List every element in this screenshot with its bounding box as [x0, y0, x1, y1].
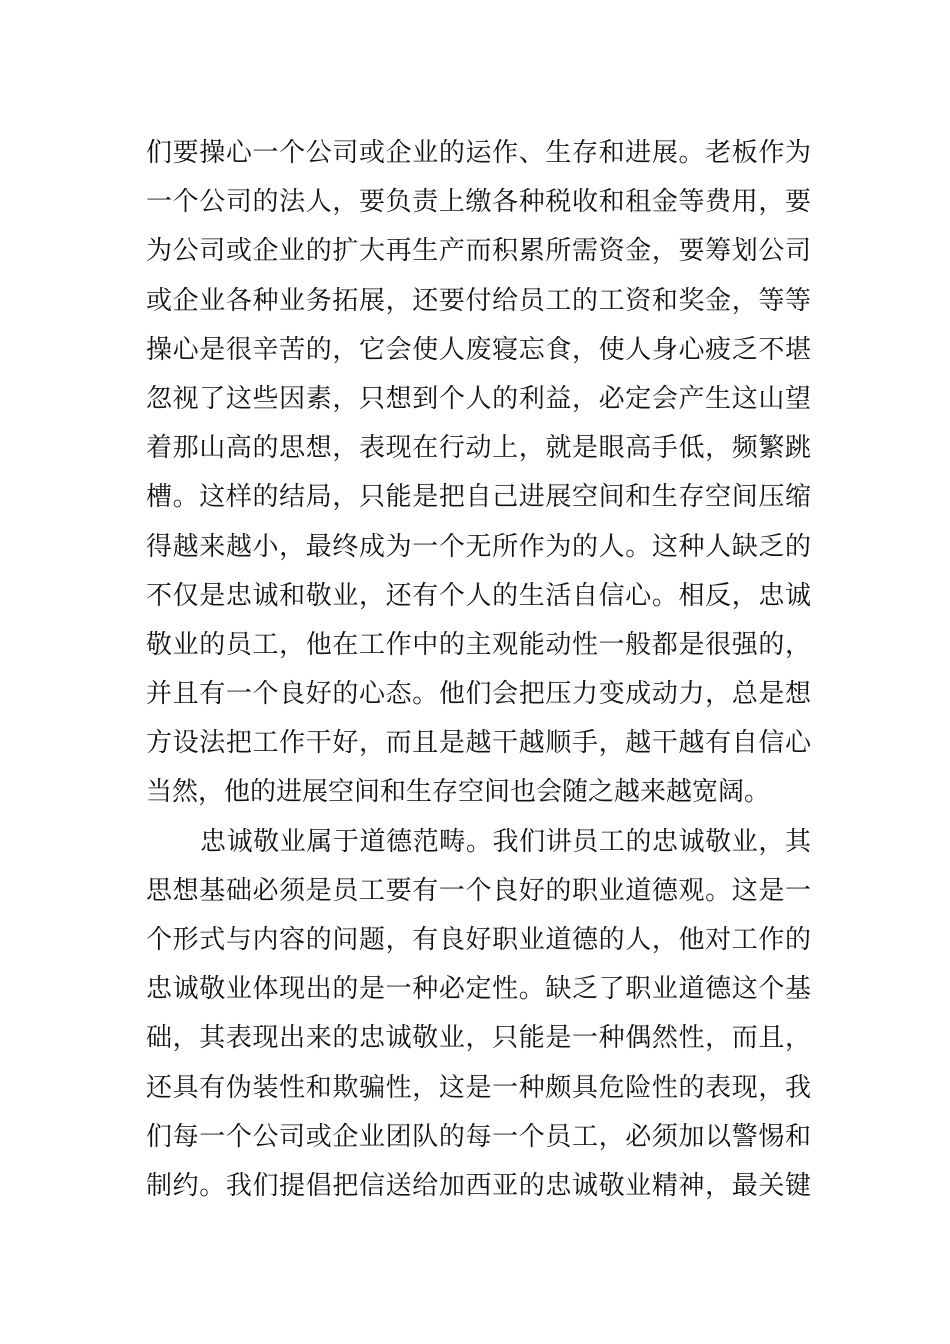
text-line: 还具有伪装性和欺骗性，这是一种颇具危险性的表现，我	[146, 1072, 811, 1103]
text-line: 一个公司的法人，要负责上缴各种税收和租金等费用，要	[146, 187, 811, 218]
text-line: 们要操心一个公司或企业的运作、生存和进展。老板作为	[146, 138, 811, 168]
text-line: 为公司或企业的扩大再生产而积累所需资金，要筹划公司	[146, 236, 811, 267]
text-line: 思想基础必须是员工要有一个良好的职业道德观。这是一	[146, 875, 811, 906]
text-line: 制约。我们提倡把信送给加西亚的忠诚敬业精神，最关键	[146, 1170, 811, 1201]
text-line: 忠诚敬业体现出的是一种必定性。缺乏了职业道德这个基	[146, 974, 811, 1005]
text-line: 方设法把工作干好，而且是越干越顺手，越干越有自信心	[146, 728, 811, 759]
text-line: 着那山高的思想，表现在行动上，就是眼高手低，频繁跳	[146, 433, 811, 464]
text-line: 得越来越小，最终成为一个无所作为的人。这种人缺乏的	[146, 531, 811, 562]
text-line: 或企业各种业务拓展，还要付给员工的工资和奖金，等等	[146, 285, 811, 316]
text-line: 操心是很辛苦的，它会使人废寝忘食，使人身心疲乏不堪	[146, 334, 811, 365]
text-line: 忽视了这些因素，只想到个人的利益，必定会产生这山望	[146, 383, 811, 414]
text-line: 们每一个公司或企业团队的每一个员工，必须加以警惕和	[146, 1121, 811, 1152]
text-line: 个形式与内容的问题，有良好职业道德的人，他对工作的	[146, 925, 811, 955]
text-line: 础，其表现出来的忠诚敬业，只能是一种偶然性，而且，	[146, 1023, 811, 1054]
body-text	[146, 129, 811, 1211]
text-line-indented: 忠诚敬业属于道德范畴。我们讲员工的忠诚敬业，其	[200, 826, 811, 857]
text-line: 敬业的员工，他在工作中的主观能动性一般都是很强的，	[146, 629, 811, 660]
text-line: 不仅是忠诚和敬业，还有个人的生活自信心。相反，忠诚	[146, 580, 811, 611]
text-line: 槽。这样的结局，只能是把自己进展空间和生存空间压缩	[146, 482, 811, 513]
text-line: 当然，他的进展空间和生存空间也会随之越来越宽阔。	[146, 777, 771, 808]
text-line: 并且有一个良好的心态。他们会把压力变成动力，总是想	[146, 679, 811, 710]
